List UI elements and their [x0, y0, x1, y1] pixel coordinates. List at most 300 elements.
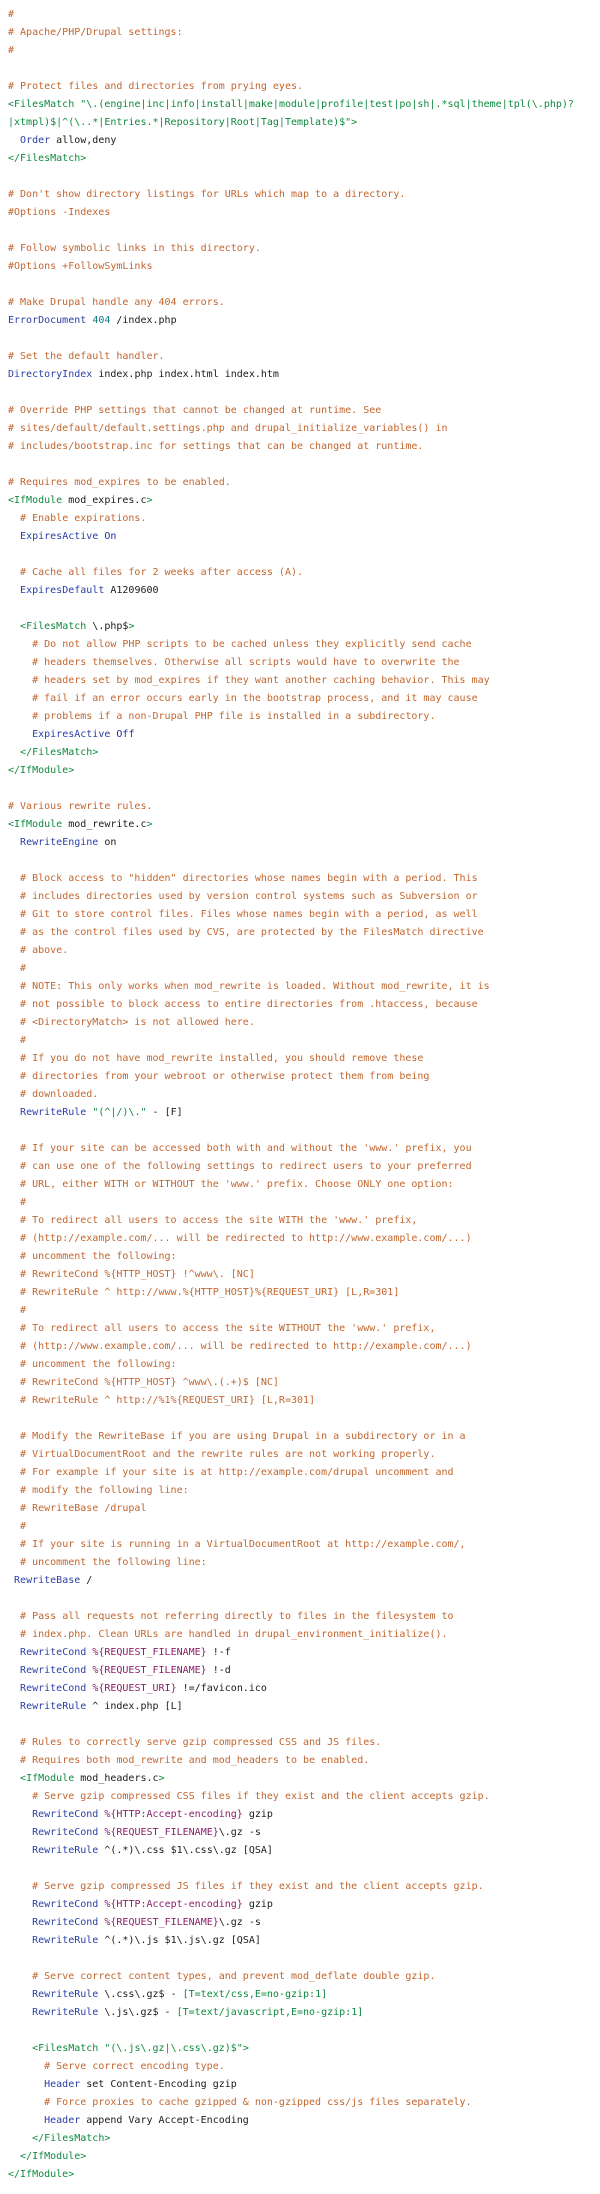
code-line [8, 276, 600, 294]
code-line [8, 942, 600, 960]
code-line [8, 816, 600, 834]
comment-token: # Various rewrite rules. [8, 801, 153, 812]
comment-token: # URL, either WITH or WITHOUT the 'www.' prefix. Choose ONLY one option: [20, 1179, 454, 1190]
code-line [8, 780, 600, 798]
flag-token: [QSA] [230, 1935, 261, 1946]
code-line [8, 1014, 600, 1032]
text-token [8, 981, 20, 992]
text-token [8, 1647, 20, 1658]
comment-token: # Set the default handler. [8, 351, 165, 362]
code-line [8, 438, 600, 456]
tag-token: </IfModule> [20, 2151, 87, 2162]
code-line [8, 2076, 600, 2094]
code-line [8, 744, 600, 762]
code-line [8, 24, 600, 42]
text-token [8, 873, 20, 884]
code-line [8, 618, 600, 636]
text-token [8, 747, 20, 758]
comment-token: # VirtualDocumentRoot and the rewrite rules are not working properly. [20, 1449, 436, 1460]
comment-token: # RewriteBase /drupal [20, 1503, 147, 1514]
text-token [8, 1485, 20, 1496]
text-token [8, 2007, 32, 2018]
text-token [8, 657, 32, 668]
text-token [8, 1701, 20, 1712]
code-line [8, 1770, 600, 1788]
code-line [8, 1482, 600, 1500]
code-line [8, 1968, 600, 1986]
text-token [8, 1377, 20, 1388]
string-token: [T=text/css,E=no-gzip:1] [182, 1989, 328, 2000]
text-token [8, 1305, 20, 1316]
code-line [8, 924, 600, 942]
string-token: |xtmpl)$|^(\..*|Entries.*|Repository|Root|Tag|Template)$" [8, 117, 352, 128]
tag-token: </IfModule> [8, 2169, 75, 2180]
code-line [8, 114, 600, 132]
variable-token: %{REQUEST_FILENAME} [104, 1827, 219, 1838]
text-token [8, 1629, 20, 1640]
code-line [8, 492, 600, 510]
text-token [8, 1539, 20, 1550]
text-token: append Vary Accept-Encoding [80, 2115, 249, 2126]
string-token: "(^|/)\." [92, 1107, 147, 1118]
code-line [8, 1104, 600, 1122]
text-token: set Content-Encoding gzip [80, 2079, 237, 2090]
text-token: !-f [206, 1647, 231, 1658]
code-line [8, 654, 600, 672]
directive-token: ExpiresActive [20, 531, 99, 542]
directive-token: RewriteRule [20, 1107, 87, 1118]
comment-token: # fail if an error occurs early in the bootstrap process, and it may cause [32, 693, 478, 704]
comment-token: # above. [20, 945, 69, 956]
code-line [8, 1086, 600, 1104]
text-token [8, 1107, 20, 1118]
text-token [8, 1431, 20, 1442]
code-line [8, 798, 600, 816]
text-token [8, 567, 20, 578]
comment-token: # as the control files used by CVS, are protected by the FilesMatch directive [20, 927, 484, 938]
comment-token: # Pass all requests not referring directly to files in the filesystem to [20, 1611, 454, 1622]
tag-token: <IfModule [20, 1773, 75, 1784]
directive-token: RewriteCond [20, 1683, 87, 1694]
text-token [8, 999, 20, 1010]
text-token [8, 1215, 20, 1226]
directive-token: RewriteBase [14, 1575, 81, 1586]
comment-token: # modify the following line: [20, 1485, 189, 1496]
tag-token: <FilesMatch [20, 621, 87, 632]
text-token [8, 1503, 20, 1514]
code-line [8, 312, 600, 330]
comment-token: # [8, 9, 15, 20]
text-token [8, 2151, 20, 2162]
directive-token: RewriteRule [32, 2007, 99, 2018]
code-line [8, 456, 600, 474]
text-token [8, 711, 32, 722]
text-token [8, 1773, 20, 1784]
comment-token: # RewriteRule ^ http://www.%{HTTP_HOST}%{REQUEST_URI} [L,R=301] [20, 1287, 400, 1298]
tag-token: </FilesMatch> [20, 747, 99, 758]
directive-token: Header [44, 2079, 81, 2090]
text-token [8, 585, 20, 596]
string-token: "\.(engine|inc|info|install|make|module|profile|test|po|sh|.*sql|theme|tpl(\.php)? [80, 99, 574, 110]
text-token [8, 2115, 44, 2126]
comment-token: # If your site can be accessed both with and without the 'www.' prefix, you [20, 1143, 472, 1154]
comment-token: # [20, 1035, 27, 1046]
comment-token: # headers themselves. Otherwise all scripts would have to overwrite the [32, 657, 460, 668]
text-token: on [98, 837, 117, 848]
code-line [8, 1266, 600, 1284]
comment-token: # Do not allow PHP scripts to be cached unless they explicitly send cache [32, 639, 472, 650]
text-token [8, 1269, 20, 1280]
text-token [8, 1251, 20, 1262]
comment-token: # directories from your webroot or otherwise protect them from being [20, 1071, 430, 1082]
comment-token: # Cache all files for 2 weeks after access (A). [20, 567, 304, 578]
text-token: gzip [242, 1809, 273, 1820]
code-line [8, 1050, 600, 1068]
comment-token: # uncomment the following: [20, 1251, 177, 1262]
code-line [8, 870, 600, 888]
comment-token: # not possible to block access to entire directories from .htaccess, because [20, 999, 478, 1010]
text-token [8, 1197, 20, 1208]
code-line [8, 1626, 600, 1644]
code-line [8, 1140, 600, 1158]
code-line [8, 1896, 600, 1914]
variable-token: %{REQUEST_FILENAME} [92, 1647, 207, 1658]
text-token [8, 1143, 20, 1154]
directive-token: RewriteCond [20, 1665, 87, 1676]
text-token [8, 2061, 44, 2072]
comment-token: # [8, 45, 15, 56]
comment-token: # includes directories used by version control systems such as Subversion or [20, 891, 478, 902]
code-line [8, 1212, 600, 1230]
code-line [8, 1554, 600, 1572]
comment-token: # Apache/PHP/Drupal settings: [8, 27, 183, 38]
comment-token: # Requires both mod_rewrite and mod_headers to be enabled. [20, 1755, 370, 1766]
comment-token: # headers set by mod_expires if they want another caching behavior. This may [32, 675, 490, 686]
code-line [8, 1878, 600, 1896]
text-token [8, 675, 32, 686]
tag-token: > [146, 819, 153, 830]
code-line [8, 1392, 600, 1410]
code-line [8, 1860, 600, 1878]
tag-token: </FilesMatch> [32, 2133, 111, 2144]
directive-token: ErrorDocument [8, 315, 87, 326]
text-token [8, 1683, 20, 1694]
comment-token: # Enable expirations. [20, 513, 147, 524]
code-line [8, 60, 600, 78]
comment-token: # [20, 1521, 27, 1532]
text-token [8, 963, 20, 974]
variable-token: %{REQUEST_URI} [92, 1683, 177, 1694]
flag-token: [QSA] [242, 1845, 273, 1856]
code-line [8, 42, 600, 60]
text-token: !-d [206, 1665, 231, 1676]
code-line [8, 1698, 600, 1716]
comment-token: # If your site is running in a VirtualDocumentRoot at http://example.com/, [20, 1539, 466, 1550]
string-token: "(\.js\.gz|\.css\.gz)$" [104, 2043, 243, 2054]
directive-token: DirectoryIndex [8, 369, 93, 380]
code-line [8, 240, 600, 258]
code-line [8, 1032, 600, 1050]
text-token: - [146, 1107, 165, 1118]
text-token [8, 729, 32, 740]
tag-token: > [146, 495, 153, 506]
directive-token: RewriteRule [32, 1989, 99, 2000]
text-token [8, 1035, 20, 1046]
code-line [8, 1590, 600, 1608]
text-token [8, 1827, 32, 1838]
text-token: \.gz -s [218, 1917, 261, 1928]
directive-token: RewriteRule [32, 1845, 99, 1856]
code-line [8, 1842, 600, 1860]
comment-token: # Serve correct encoding type. [44, 2061, 225, 2072]
directive-token: RewriteCond [32, 1917, 99, 1928]
code-line [8, 1446, 600, 1464]
comment-token: # [20, 1197, 27, 1208]
text-token: gzip [242, 1899, 273, 1910]
text-token [8, 891, 20, 902]
code-line [8, 1536, 600, 1554]
text-token [8, 1971, 32, 1982]
tag-token: > [158, 1773, 165, 1784]
text-token: / [80, 1575, 93, 1586]
text-token [8, 927, 20, 938]
comment-token: # Block access to "hidden" directories whose names begin with a period. This [20, 873, 478, 884]
code-line [8, 2022, 600, 2040]
text-token [8, 1521, 20, 1532]
comment-token: # Requires mod_expires to be enabled. [8, 477, 231, 488]
comment-token: # uncomment the following: [20, 1359, 177, 1370]
code-line [8, 1734, 600, 1752]
tag-token: <IfModule [8, 495, 63, 506]
directive-token: RewriteCond [32, 1827, 99, 1838]
text-token [8, 1161, 20, 1172]
code-line [8, 996, 600, 1014]
text-token [8, 1359, 20, 1370]
comment-token: # [20, 1305, 27, 1316]
code-line [8, 222, 600, 240]
comment-token: # RewriteRule ^ http://%1%{REQUEST_URI} [L,R=301] [20, 1395, 316, 1406]
code-line [8, 1950, 600, 1968]
code-line [8, 1500, 600, 1518]
text-token [8, 1791, 32, 1802]
text-token: \.php$ [86, 621, 129, 632]
directive-token: RewriteCond [20, 1647, 87, 1658]
text-token: ^(.*)\.css $1\.css\.gz [98, 1845, 243, 1856]
code-line [8, 834, 600, 852]
text-token [8, 945, 20, 956]
comment-token: # Serve gzip compressed CSS files if they exist and the client accepts gzip. [32, 1791, 490, 1802]
code-line [8, 348, 600, 366]
tag-token: </FilesMatch> [8, 153, 87, 164]
directive-token: Order [20, 135, 51, 146]
comment-token: # index.php. Clean URLs are handled in drupal_environment_initialize(). [20, 1629, 448, 1640]
number-token: 404 [92, 315, 111, 326]
comment-token: # <DirectoryMatch> is not allowed here. [20, 1017, 255, 1028]
comment-token: # To redirect all users to access the site WITHOUT the 'www.' prefix, [20, 1323, 436, 1334]
text-token [8, 1071, 20, 1082]
text-token [8, 1809, 32, 1820]
comment-token: # downloaded. [20, 1089, 99, 1100]
code-line [8, 1680, 600, 1698]
comment-token: # uncomment the following line: [20, 1557, 207, 1568]
text-token: A1209600 [104, 585, 159, 596]
comment-token: # includes/bootstrap.inc for settings that can be changed at runtime. [8, 441, 424, 452]
comment-token: # For example if your site is at http://example.com/drupal uncomment and [20, 1467, 454, 1478]
directive-token: RewriteRule [32, 1935, 99, 1946]
comment-token: #Options +FollowSymLinks [8, 261, 153, 272]
text-token [8, 1989, 32, 2000]
comment-token: # problems if a non-Drupal PHP file is installed in a subdirectory. [32, 711, 436, 722]
flag-token: [F] [164, 1107, 183, 1118]
comment-token: # RewriteCond %{HTTP_HOST} !^www\. [NC] [20, 1269, 255, 1280]
tag-token: </IfModule> [8, 765, 75, 776]
code-line [8, 330, 600, 348]
code-line [8, 2004, 600, 2022]
code-line [8, 1248, 600, 1266]
code-line [8, 528, 600, 546]
text-token [8, 513, 20, 524]
directive-token: ExpiresDefault [20, 585, 105, 596]
comment-token: # Serve correct content types, and prevent mod_deflate double gzip. [32, 1971, 436, 1982]
code-line [8, 636, 600, 654]
comment-token: # Don't show directory listings for URLs which map to a directory. [8, 189, 406, 200]
text-token: ^(.*)\.js $1\.js\.gz [98, 1935, 231, 1946]
text-token [8, 1737, 20, 1748]
code-line [8, 978, 600, 996]
text-token [8, 1341, 20, 1352]
code-line [8, 2112, 600, 2130]
code-line [8, 1914, 600, 1932]
comment-token: # (http://example.com/... will be redirected to http://www.example.com/...) [20, 1233, 472, 1244]
code-line [8, 1194, 600, 1212]
code-line [8, 582, 600, 600]
comment-token: # NOTE: This only works when mod_rewrite is loaded. Without mod_rewrite, it is [20, 981, 490, 992]
comment-token: # If you do not have mod_rewrite installed, you should remove these [20, 1053, 424, 1064]
code-line [8, 906, 600, 924]
code-line [8, 564, 600, 582]
code-line [8, 6, 600, 24]
directive-token: RewriteRule [20, 1701, 87, 1712]
code-line [8, 78, 600, 96]
comment-token: # (http://www.example.com/... will be redirected to http://example.com/...) [20, 1341, 472, 1352]
comment-token: # Make Drupal handle any 404 errors. [8, 297, 225, 308]
variable-token: %{HTTP:Accept-encoding} [104, 1899, 243, 1910]
code-line [8, 2166, 600, 2184]
code-line [8, 402, 600, 420]
keyword-token: On [104, 531, 117, 542]
text-token [8, 1881, 32, 1892]
code-line [8, 294, 600, 312]
code-line [8, 1068, 600, 1086]
code-line [8, 510, 600, 528]
text-token [8, 2079, 44, 2090]
text-token [8, 1665, 20, 1676]
code-line [8, 1752, 600, 1770]
comment-token: # sites/default/default.settings.php and drupal_initialize_variables() in [8, 423, 448, 434]
tag-token: > [242, 2043, 249, 2054]
text-token: mod_headers.c [74, 1773, 159, 1784]
text-token [8, 1449, 20, 1460]
code-line [8, 1338, 600, 1356]
flag-token: [L] [164, 1701, 183, 1712]
code-line [8, 726, 600, 744]
code-line [8, 1806, 600, 1824]
text-token [8, 1053, 20, 1064]
tag-token: <FilesMatch [32, 2043, 99, 2054]
code-line [8, 546, 600, 564]
text-token [8, 2043, 32, 2054]
text-token [8, 1845, 32, 1856]
comment-token: # [20, 963, 27, 974]
text-token: ^ index.php [86, 1701, 165, 1712]
comment-token: # Rules to correctly serve gzip compressed CSS and JS files. [20, 1737, 382, 1748]
text-token: !=/favicon.ico [176, 1683, 267, 1694]
code-line [8, 2058, 600, 2076]
text-token: \.js\.gz$ - [98, 2007, 177, 2018]
code-line [8, 420, 600, 438]
code-line [8, 1662, 600, 1680]
text-token [8, 1089, 20, 1100]
comment-token: # Modify the RewriteBase if you are using Drupal in a subdirectory or in a [20, 1431, 466, 1442]
text-token [8, 1233, 20, 1244]
text-token [8, 837, 20, 848]
comment-token: # Follow symbolic links in this directory. [8, 243, 261, 254]
text-token [8, 909, 20, 920]
directive-token: RewriteCond [32, 1899, 99, 1910]
code-line [8, 1932, 600, 1950]
code-line [8, 672, 600, 690]
text-token [8, 1467, 20, 1478]
code-line [8, 2040, 600, 2058]
code-line [8, 186, 600, 204]
code-line [8, 1158, 600, 1176]
code-line [8, 960, 600, 978]
code-line [8, 1572, 600, 1590]
code-line [8, 1230, 600, 1248]
code-line [8, 762, 600, 780]
comment-token: # Force proxies to cache gzipped & non-gzipped css/js files separately. [44, 2097, 472, 2108]
code-line [8, 1320, 600, 1338]
code-line [8, 1410, 600, 1428]
code-line [8, 1464, 600, 1482]
text-token [8, 1017, 20, 1028]
code-line [8, 600, 600, 618]
directive-token: ExpiresActive [32, 729, 111, 740]
text-token: allow,deny [50, 135, 117, 146]
code-line [8, 2094, 600, 2112]
code-line [8, 1122, 600, 1140]
text-token [8, 1179, 20, 1190]
code-line [8, 168, 600, 186]
code-line [8, 1824, 600, 1842]
code-line [8, 204, 600, 222]
keyword-token: Off [116, 729, 135, 740]
code-line [8, 1608, 600, 1626]
comment-token: #Options -Indexes [8, 207, 111, 218]
comment-token: # Serve gzip compressed JS files if they exist and the client accepts gzip. [32, 1881, 484, 1892]
text-token [8, 621, 20, 632]
code-line [8, 1986, 600, 2004]
code-line [8, 366, 600, 384]
code-line [8, 132, 600, 150]
code-line [8, 474, 600, 492]
code-line [8, 1176, 600, 1194]
code-line [8, 258, 600, 276]
text-token [8, 1935, 32, 1946]
code-line [8, 690, 600, 708]
text-token: mod_rewrite.c [62, 819, 147, 830]
directive-token: RewriteCond [32, 1809, 99, 1820]
